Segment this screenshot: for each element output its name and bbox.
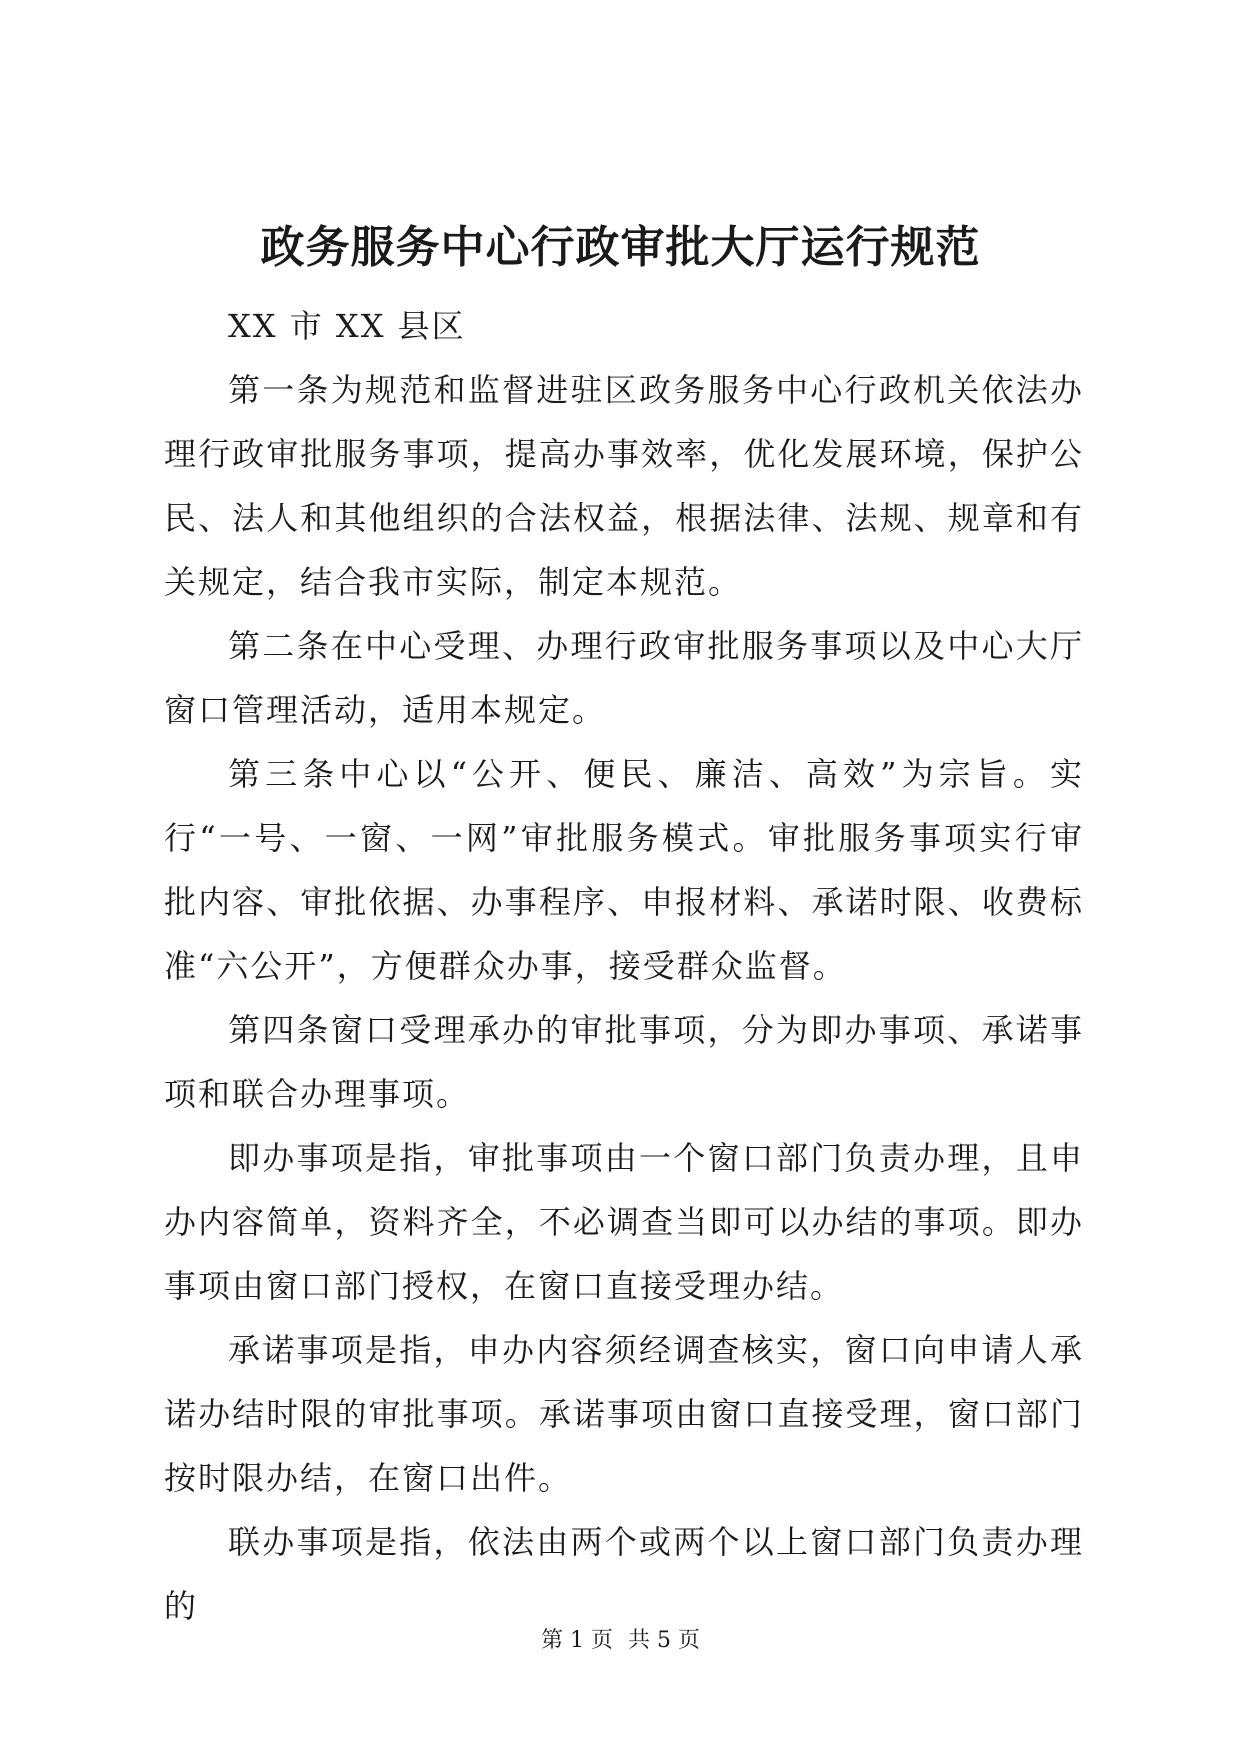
paragraph: 第四条窗口受理承办的审批事项，分为即办事项、承诺事项和联合办理事项。 bbox=[164, 1011, 1084, 1113]
document-title: 政务服务中心行政审批大厅运行规范 bbox=[260, 222, 981, 273]
author-line: XX 市 XX 县区 bbox=[228, 307, 466, 345]
paragraph: 第二条在中心受理、办理行政审批服务事项以及中心大厅窗口管理活动，适用本规定。 bbox=[164, 627, 1084, 729]
current-page-label: 第 1 页 bbox=[541, 1628, 613, 1653]
paragraph: 即办事项是指，审批事项由一个窗口部门负责办理，且申办内容简单，资料齐全，不必调查当即可以办结的事项。即办事项由窗口部门授权，在窗口直接受理办结。 bbox=[164, 1139, 1084, 1305]
total-pages-label: 共 5 页 bbox=[628, 1628, 700, 1653]
page-footer bbox=[0, 1626, 1241, 1656]
paragraph: 联办事项是指，依法由两个或两个以上窗口部门负责办理的 bbox=[164, 1523, 1084, 1625]
paragraph: 第三条中心以“公开、便民、廉洁、高效”为宗旨。实行“一号、一窗、一网”审批服务模式。审批服务事项实行审批内容、审批依据、办事程序、申报材料、承诺时限、收费标准“六公开”，方便群众办事，接受群众监督。 bbox=[164, 755, 1084, 985]
paragraph: 承诺事项是指，申办内容须经调查核实，窗口向申请人承诺办结时限的审批事项。承诺事项由窗口直接受理，窗口部门按时限办结，在窗口出件。 bbox=[164, 1331, 1084, 1497]
document-body bbox=[164, 294, 1084, 1638]
paragraph: 第一条为规范和监督进驻区政务服务中心行政机关依法办理行政审批服务事项，提高办事效率，优化发展环境，保护公民、法人和其他组织的合法权益，根据法律、法规、规章和有关规定，结合我市实际，制定本规范。 bbox=[164, 371, 1084, 601]
